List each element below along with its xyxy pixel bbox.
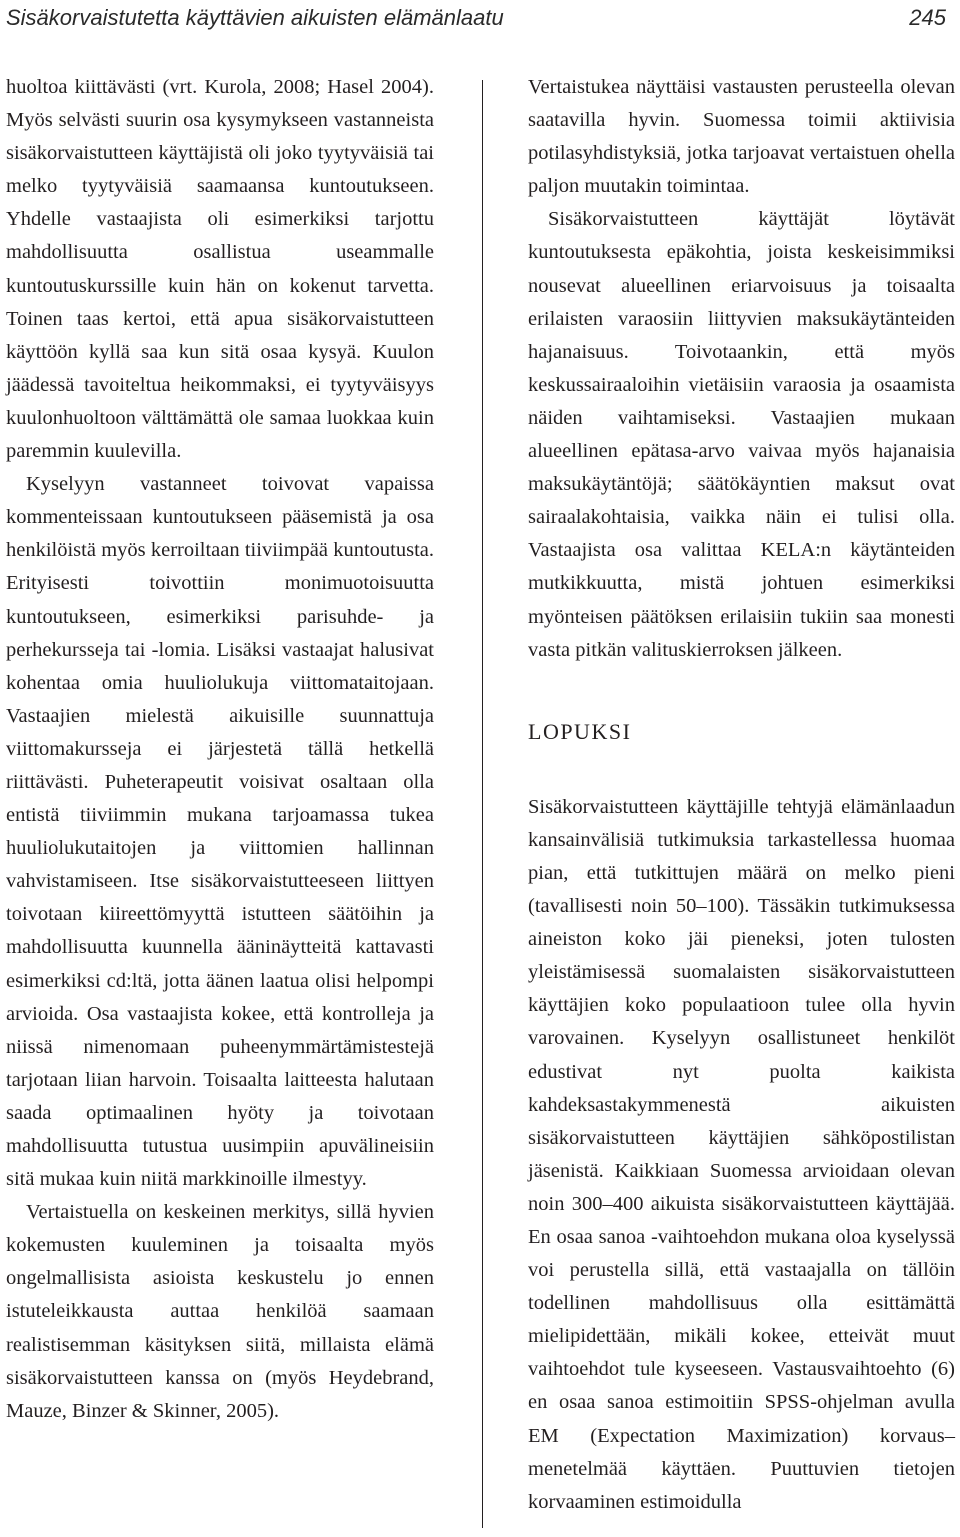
page-number: 245 — [909, 5, 946, 30]
body-paragraph: huoltoa kiittävästi (vrt. Kurola, 2008; Hasel 2004). Myös selvästi suurin osa kysymykseen vastanneista sisäkorvaistutteen käyttäjistä oli joko tyytyväisiä tai melko tyytyväisiä saamaansa kuntoutukseen. Yhdelle vastaajista oli esimerkiksi tarjottu mahdollisuutta osallistua useammalle kuntoutuskurssille kuin hän on kokenut tarvetta. Toinen taas kertoi, että apua sisäkorvaistutteen käyttöön kyllä saa kun sitä osaa kysyä. Kuulon jäädessä tavoiteltua heikommaksi, ei tyytyväisyys kuulonhuoltoon välttämättä ole samaa luokkaa kuin paremmin kuulevilla. — [6, 76, 434, 463]
column-divider — [482, 80, 483, 1528]
body-paragraph: Vertaistuella on keskeinen merkitys, sillä hyvien kokemusten kuuleminen ja toisaalta myös ongelmallisista asioista keskustelu jo ennen istuteleikkausta auttaa henkilöä saamaan realistisemman käsityksen siitä, millaista elämä sisäkorvaistutteen kanssa on (myös Heydebrand, Mauze, Binzer & Skinner, 2005). — [6, 1201, 434, 1422]
body-paragraph: Kyselyyn vastanneet toivovat vapaissa kommenteissaan kuntoutukseen pääsemistä ja osa henkilöistä myös kerroiltaan tiiviimpää kuntoutusta. Erityisesti toivottiin monimuotoisuutta kuntoutukseen, esimerkiksi parisuhde- ja perhekursseja tai -lomia. Lisäksi vastaajat halusivat kohentaa omia huuliolukuja viittomataitojaan. Vastaajien mielestä aikuisille suunnattuja viittomakursseja ei järjestetä tällä hetkellä riittävästi. Puheterapeutit voisivat osaltaan olla entistä tiiviimmin mukana tarjoamassa tukea huuliolukutaitojen ja viittomien hallinnan vahvistamiseen. Itse sisäkorvaistutteeseen liittyen toivotaan kiireettömyyttä istutteen säätöihin ja mahdollisuutta kuunnella ääninäytteitä kattavasti esimerkiksi cd:ltä, jotta äänen laatua olisi helpompi arvioida. Osa vastaajista kokee, että kontrolleja ja niissä nimenomaan puheenymmärtämistestejä tarjotaan liian harvoin. Toisaalta laitteesta halutaan saada optimaalinen hyöty ja toivotaan mahdollisuutta tutustua uusimpiin apuvälineisiin sitä mukaa kuin niitä markkinoille ilmestyy. — [6, 473, 434, 1191]
section-heading: LOPUKSI — [528, 718, 632, 744]
body-paragraph: Sisäkorvaistutteen käyttäjät löytävät kuntoutuksesta epäkohtia, joista keskeisimmiksi nousevat alueellinen eriarvoisuus ja toisaalta erilaisten varaosiin liittyvien maksukäytänteiden hajanaisuus. Toivotaankin, että myös keskussairaaloihin vietäisiin varaosia ja osaamista näiden vaihtamiseksi. Vastaajien mukaan alueellinen epätasa-arvo vaivaa myös hajanaisia maksukäytäntöjä; säätökäyntien maksut ovat sairaalakohtaisia, vaikka näin ei tulisi olla. Vastaajista osa valittaa KELA:n käytänteiden mutkikkuutta, mistä johtuen esimerkiksi myönteisen päätöksen erilaisiin tukiin saa monesti vasta pitkän valituskierroksen jälkeen. — [528, 208, 955, 661]
running-header — [6, 0, 946, 36]
right-column — [528, 71, 955, 1519]
running-title: Sisäkorvaistutetta käyttävien aikuisten elämänlaatu — [6, 5, 504, 30]
body-paragraph: Sisäkorvaistutteen käyttäjille tehtyjä elämänlaadun kansainvälisiä tutkimuksia tarkastellessa huomaa pian, että tutkittujen määrä on melko pieni (tavallisesti noin 50–100). Tässäkin tutkimuksessa aineiston koko jäi pieneksi, joten tulosten yleistämisessä suomalaisten sisäkorvaistutteen käyttäjien koko populaatioon tulee olla hyvin varovainen. Kyselyyn osallistuneet henkilöt edustivat nyt puolta kaikista kahdeksastakymmenestä aikuisten sisäkorvaistutteen käyttäjien sähköpostilistan jäsenistä. Kaikkiaan Suomessa arvioidaan olevan noin 300–400 aikuista sisäkorvaistutteen käyttäjää. En osaa sanoa -vaihtoehdon mukana oloa kyselyssä voi perustella sillä, että vastaajalla on tällöin todellinen mahdollisuus olla esittämättä mielipidettään, mikäli kokee, etteivät muut vaihtoehdot tule kyseeseen. Vastausvaihtoehto (6) en osaa sanoa estimoitiin SPSS-ohjelman avulla EM (Expectation Maximization) korvaus–menetelmää käyttäen. Puuttuvien tietojen korvaaminen estimoidulla — [528, 795, 955, 1513]
left-column — [6, 71, 434, 1428]
body-paragraph: Vertaistukea näyttäisi vastausten perusteella olevan saatavilla hyvin. Suomessa toimii aktiivisia potilasyhdistyksiä, jotka tarjoavat vertaistuen ohella paljon muutakin toimintaa. — [528, 76, 955, 198]
